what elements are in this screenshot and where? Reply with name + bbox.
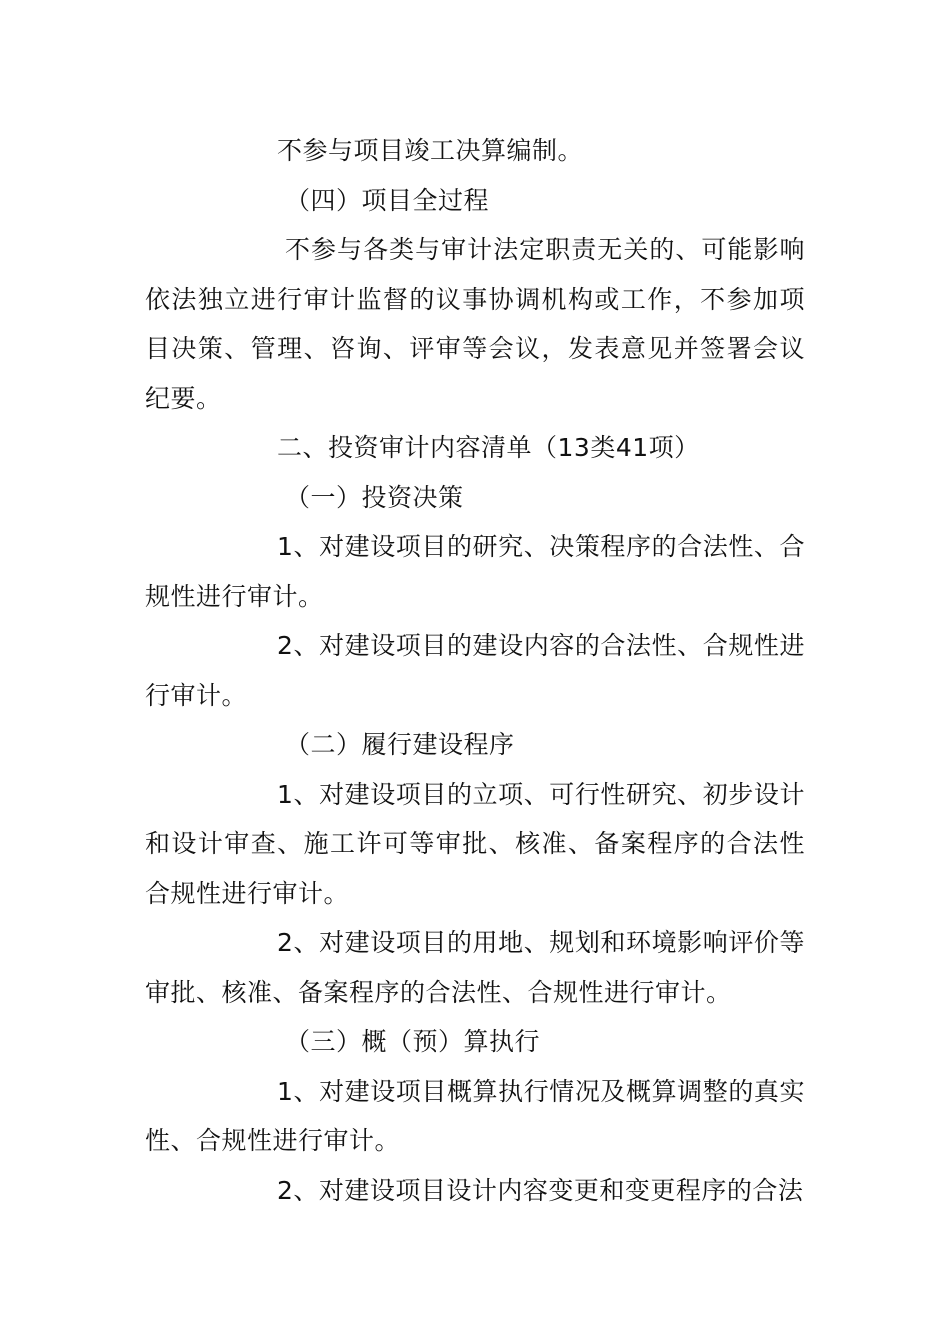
list-item-decision-2: 2、对建设项目的建设内容的合法性、合规性进行审计。 — [145, 631, 805, 710]
section-heading-budget-execution: （三）概（预）算执行 — [285, 1027, 541, 1056]
document-body — [145, 126, 805, 1215]
list-item-procedure-2: 2、对建设项目的用地、规划和环境影响评价等审批、核准、备案程序的合法性、合规性进行审计。 — [145, 928, 805, 1007]
paragraph-final-accounts: 不参与项目竣工决算编制。 — [277, 136, 584, 165]
list-item-budget-2: 2、对建设项目设计内容变更和变更程序的合法 — [277, 1175, 804, 1205]
chapter-heading-audit-list: 二、投资审计内容清单（13类41项） — [277, 433, 700, 462]
list-item-budget-1: 1、对建设项目概算执行情况及概算调整的真实性、合规性进行审计。 — [145, 1076, 805, 1155]
section-heading-investment-decision: （一）投资决策 — [285, 482, 464, 512]
list-item-procedure-1: 1、对建设项目的立项、可行性研究、初步设计和设计审查、施工许可等审批、核准、备案程序的合法性合规性进行审计。 — [145, 779, 805, 908]
list-item-decision-1: 1、对建设项目的研究、决策程序的合法性、合规性进行审计。 — [145, 532, 805, 611]
section-heading-whole-process: （四）项目全过程 — [285, 185, 490, 215]
section-heading-construction-procedure: （二）履行建设程序 — [285, 730, 515, 759]
paragraph-whole-process: 不参与各类与审计法定职责无关的、可能影响依法独立进行审计监督的议事协调机构或工作，不参加项目决策、管理、咨询、评审等会议，发表意见并签署会议纪要。 — [145, 235, 805, 413]
